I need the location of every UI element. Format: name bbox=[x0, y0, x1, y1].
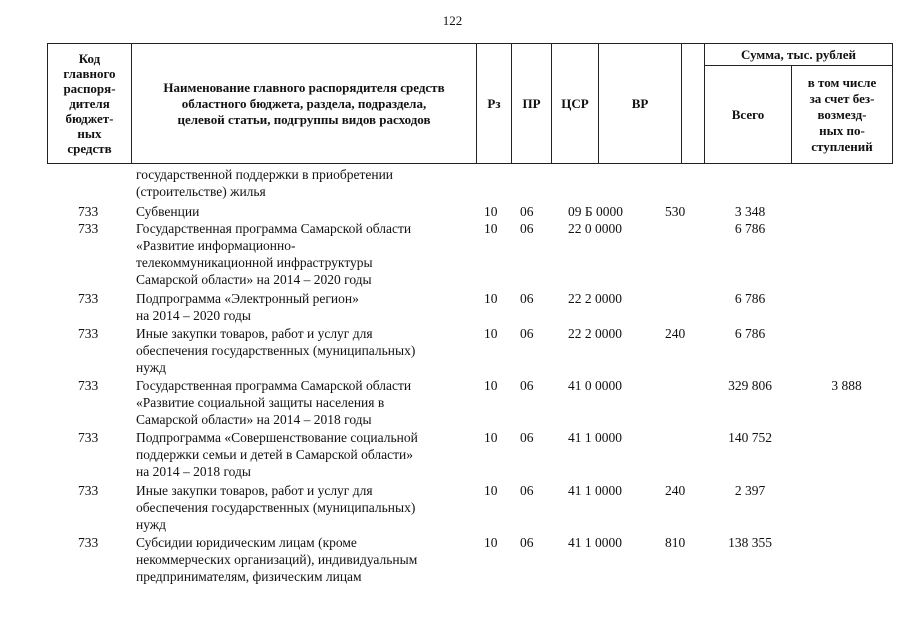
row-code: 733 bbox=[78, 378, 99, 393]
row-total: 3 348 bbox=[734, 204, 766, 219]
row-csr: 41 1 0000 bbox=[568, 483, 622, 498]
row-pr: 06 bbox=[520, 326, 534, 341]
row-code: 733 bbox=[78, 204, 99, 219]
row-rz: 10 bbox=[484, 535, 498, 550]
header-sum: Сумма, тыс. рублей bbox=[741, 46, 856, 62]
row-name: Подпрограмма «Совершенствование социальной поддержки семьи и детей в Самарской области» на 2014 – 2018 годы bbox=[136, 430, 418, 479]
row-csr: 41 1 0000 bbox=[568, 430, 622, 445]
row-total: 6 786 bbox=[734, 291, 766, 306]
row-total: 2 397 bbox=[734, 483, 766, 498]
row-pr: 06 bbox=[520, 430, 534, 445]
header-free: в том числе за счет без- возмезд- ных по- ступлений bbox=[807, 74, 877, 154]
row-pr: 06 bbox=[520, 291, 534, 306]
row-rz: 10 bbox=[484, 483, 498, 498]
row-name: Подпрограмма «Электронный регион» на 2014 – 2020 годы bbox=[136, 291, 359, 323]
row-pr: 06 bbox=[520, 483, 534, 498]
header-vr: ВР bbox=[631, 95, 649, 111]
row-code: 733 bbox=[78, 326, 99, 341]
row-total: 138 355 bbox=[728, 535, 772, 550]
row-rz: 10 bbox=[484, 221, 498, 236]
page-number: 122 bbox=[442, 13, 463, 28]
row-csr: 22 2 0000 bbox=[568, 291, 622, 306]
row-pr: 06 bbox=[520, 535, 534, 550]
row-csr: 41 0 0000 bbox=[568, 378, 622, 393]
row-pr: 06 bbox=[520, 378, 534, 393]
row-name: Государственная программа Самарской области «Развитие социальной защиты населения в Самарской области» на 2014 – 2018 годы bbox=[136, 378, 412, 427]
row-csr: 22 0 0000 bbox=[568, 221, 622, 236]
row-vr: 240 bbox=[665, 326, 686, 341]
row-vr: 530 bbox=[665, 204, 686, 219]
row-name: Субвенции bbox=[136, 204, 200, 219]
row-free: 3 888 bbox=[831, 378, 862, 393]
row-name: Субсидии юридическим лицам (кроме некоммерческих организаций), индивидуальным предпринимателям, физическим лицам bbox=[136, 535, 418, 584]
row-total: 140 752 bbox=[728, 430, 772, 445]
row-rz: 10 bbox=[484, 204, 498, 219]
header-total: Всего bbox=[731, 106, 765, 122]
header-name: Наименование главного распорядителя средств областного бюджета, раздела, подраздела, целевой статьи, подгруппы видов расходов bbox=[163, 79, 445, 127]
row-rz: 10 bbox=[484, 326, 498, 341]
row-csr: 09 Б 0000 bbox=[568, 204, 624, 219]
row-name: Иные закупки товаров, работ и услуг для обеспечения государственных (муниципальных) нужд bbox=[136, 326, 416, 375]
row-name: Государственная программа Самарской области «Развитие информационно- телекоммуникационной инфраструктуры Самарской области» на 2014 – 2020 годы bbox=[136, 221, 412, 287]
row-csr: 22 2 0000 bbox=[568, 326, 622, 341]
row-code: 733 bbox=[78, 535, 99, 550]
row-rz: 10 bbox=[484, 291, 498, 306]
row-code: 733 bbox=[78, 430, 99, 445]
row-total: 6 786 bbox=[734, 326, 766, 341]
row-csr: 41 1 0000 bbox=[568, 535, 622, 550]
row-total: 329 806 bbox=[728, 378, 772, 393]
row-pr: 06 bbox=[520, 204, 534, 219]
row-total: 6 786 bbox=[734, 221, 766, 236]
row-code: 733 bbox=[78, 221, 99, 236]
row-pr: 06 bbox=[520, 221, 534, 236]
row-code: 733 bbox=[78, 483, 99, 498]
header-pr: ПР bbox=[522, 95, 541, 111]
row-code: 733 bbox=[78, 291, 99, 306]
row-rz: 10 bbox=[484, 378, 498, 393]
header-csr: ЦСР bbox=[561, 95, 589, 111]
row-name: Иные закупки товаров, работ и услуг для обеспечения государственных (муниципальных) нужд bbox=[136, 483, 416, 532]
row-rz: 10 bbox=[484, 430, 498, 445]
table-header bbox=[47, 43, 893, 164]
row-vr: 810 bbox=[665, 535, 686, 550]
header-rz: Рз bbox=[487, 95, 501, 111]
header-code: Код главного распоря- дителя бюджет- ных средств bbox=[63, 51, 116, 156]
row-vr: 240 bbox=[665, 483, 686, 498]
